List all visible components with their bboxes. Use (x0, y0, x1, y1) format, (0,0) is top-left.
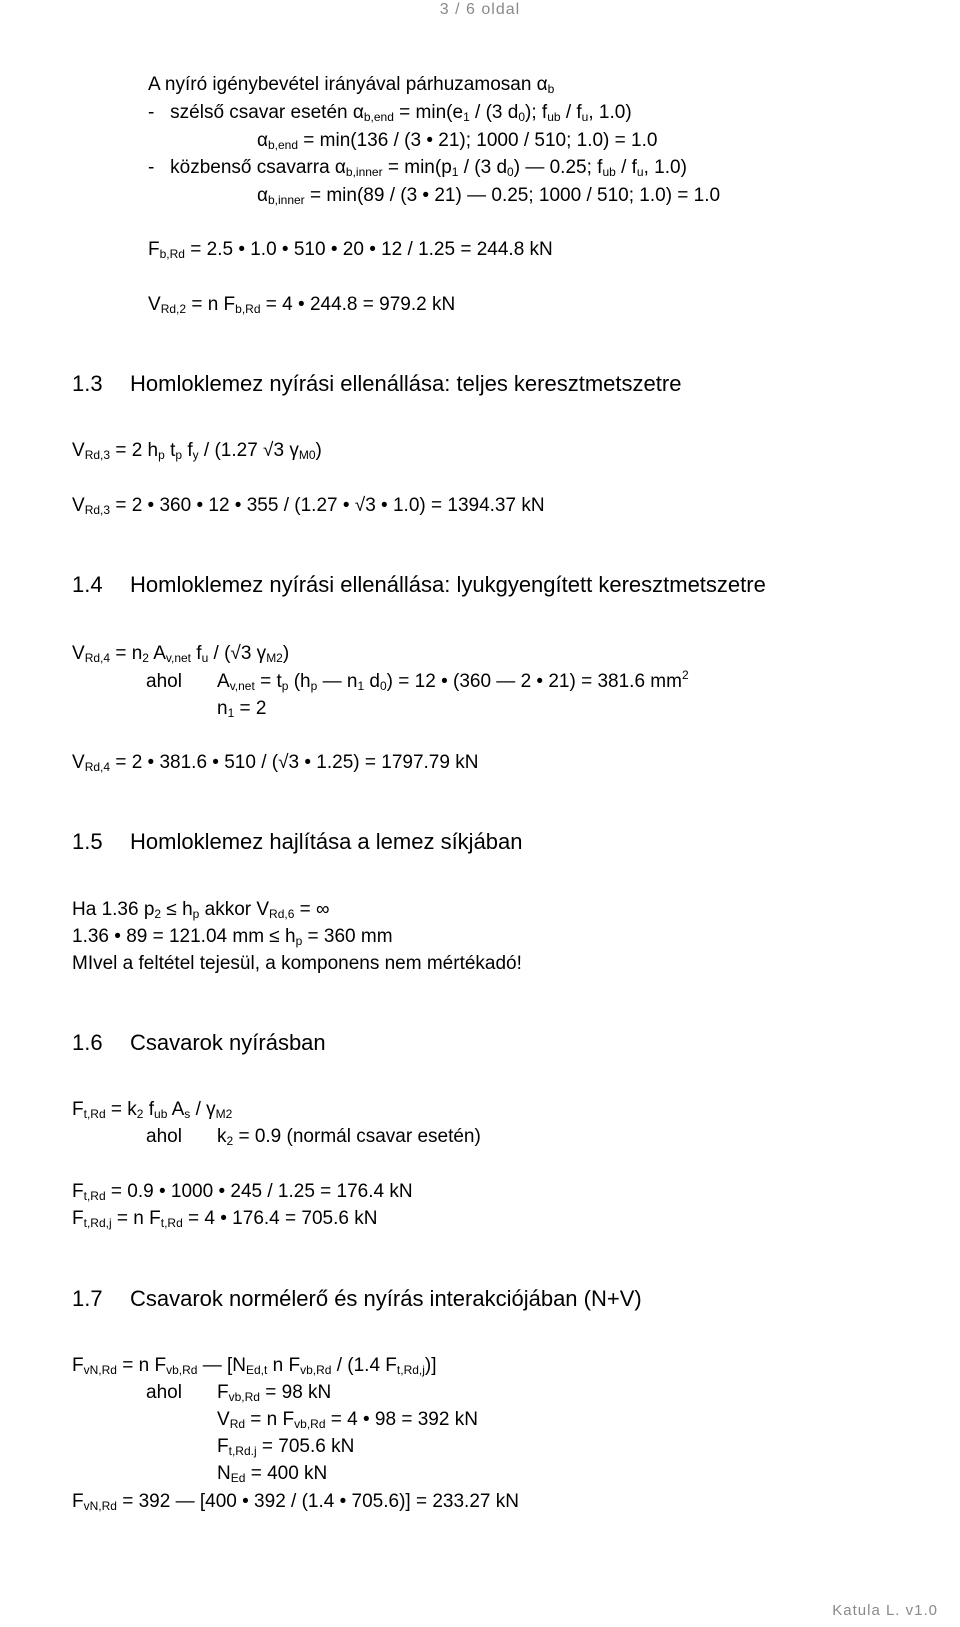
formula-line: - közbenső csavarra $\alpha_{b,inner} = \min(p_1 / (3$ $d_0$) — 0.25; $f_{ub} / f_u$, 1.0) (148, 157, 687, 179)
formula-line: $V_{Rd,3} = 2$ • 360 • 12 • 355 / (1.27 • √3 • 1.0) = 1394.37 kN (72, 495, 545, 517)
section-title: Csavarok nyírásban (130, 1030, 326, 1055)
formula-line: $\alpha_{b,inner} = \min(89 / (3$ • 21) — 0.25; 1000 / 510; 1.0) = 1.0 (257, 185, 721, 207)
section-title: Homloklemez nyírási ellenállása: lyukgyengített keresztmetszetre (130, 572, 766, 597)
section-heading-1-3 (72, 370, 681, 398)
formula-line: $k_2 = 0.9$ (normál csavar esetén) (217, 1126, 481, 1148)
section-heading-1-4 (72, 571, 766, 599)
formula-line: $F_{vN,Rd} = 392$ — [400 • 392 / (1.4 • 705.6)] = 233.27 kN (72, 1491, 519, 1513)
formula-line: $\alpha_{b,end} = \min(136 / (3$ • 21); 1000 / 510; 1.0) = 1.0 (257, 130, 658, 152)
formula-line: $F_{vN,Rd} = n$ $F_{vb,Rd}$ — [$N_{Ed,t}$ n $F_{vb,Rd} / (1.4$ $F_{t,Rd,j}$)] (72, 1355, 437, 1377)
section-title: Homloklemez hajlítása a lemez síkjában (130, 829, 523, 854)
section-title: Csavarok normélerő és nyírás interakciójában (N+V) (130, 1286, 642, 1311)
ahol-label: ahol (146, 1382, 182, 1403)
formula-line: A nyíró igénybevétel irányával párhuzamosan $\alpha_b$ (148, 74, 555, 96)
formula-line: $N_{Ed} = 400$ kN (217, 1463, 328, 1485)
section-heading-1-5 (72, 828, 523, 856)
section-heading-1-6 (72, 1029, 326, 1057)
section-number: 1.3 (72, 371, 103, 396)
formula-line: $F_{vb,Rd} = 98$ kN (217, 1382, 332, 1404)
section-number: 1.5 (72, 829, 103, 854)
formula-line: $F_{b,Rd} = 2.5$ • 1.0 • 510 • 20 • 12 / 1.25 = 244.8 kN (148, 239, 553, 261)
section-number: 1.7 (72, 1286, 103, 1311)
ahol-label: ahol (146, 1126, 182, 1147)
section-title: Homloklemez nyírási ellenállása: teljes keresztmetszetre (130, 371, 682, 396)
formula-line: 1.36 • 89 = 121.04 mm ≤ $h_p = 360$ mm (72, 926, 393, 948)
formula-line: $F_{t,Rd} = k_2$ $f_{ub}$ $A_s / \gamma_{M2}$ (72, 1099, 233, 1121)
formula-line: $F_{t,Rd} = 0.9$ • 1000 • 245 / 1.25 = 176.4 kN (72, 1181, 413, 1203)
formula-line: - szélső csavar esetén $\alpha_{b,end} = \min(e_1 / (3$ $d_0$); $f_{ub} / f_u$, 1.0) (148, 102, 632, 124)
ahol-label: ahol (146, 671, 182, 692)
section-number: 1.4 (72, 572, 103, 597)
formula-line: $V_{Rd,3} = 2$ $h_p$ $t_p$ $f_y / (1.27$ √3 $\gamma_{M0}$) (72, 440, 322, 462)
formula-line: $F_{t,Rd.j} = 705.6$ kN (217, 1436, 355, 1458)
formula-line: $V_{Rd} = n$ $F_{vb,Rd} = 4$ • 98 = 392 kN (217, 1409, 478, 1431)
formula-line: Ha 1.36 $p_2 \le h_p$ akkor $V_{Rd,6}$ = ∞ (72, 899, 330, 921)
conclusion-text: MIvel a feltétel tejesül, a komponens nem mértékadó! (72, 953, 522, 974)
section-number: 1.6 (72, 1030, 103, 1055)
version-footer: Katula L. v1.0 (832, 1602, 938, 1619)
formula-line: $F_{t,Rd,j} = n$ $F_{t,Rd} = 4$ • 176.4 = 705.6 kN (72, 1208, 378, 1230)
formula-line: $n_1 = 2$ (217, 698, 267, 720)
formula-line: $A_{v,net} = t_p$ ($h_p$ — $n_1$ $d_0) = 12$ • (360 — 2 • 21) = 381.6 $mm^2$ (217, 668, 689, 693)
page-number: 3 / 6 oldal (439, 1, 521, 18)
formula-line: $V_{Rd,4} = n_2$ $A_{v,net}$ $f_u / (√3$ $\gamma_{M2}$) (72, 643, 290, 665)
section-heading-1-7 (72, 1285, 642, 1313)
formula-line: $V_{Rd,2} = n$ $F_{b,Rd} = 4$ • 244.8 = 979.2 kN (148, 294, 456, 316)
formula-line: $V_{Rd,4} = 2$ • 381.6 • 510 / (√3 • 1.25) = 1797.79 kN (72, 752, 479, 774)
